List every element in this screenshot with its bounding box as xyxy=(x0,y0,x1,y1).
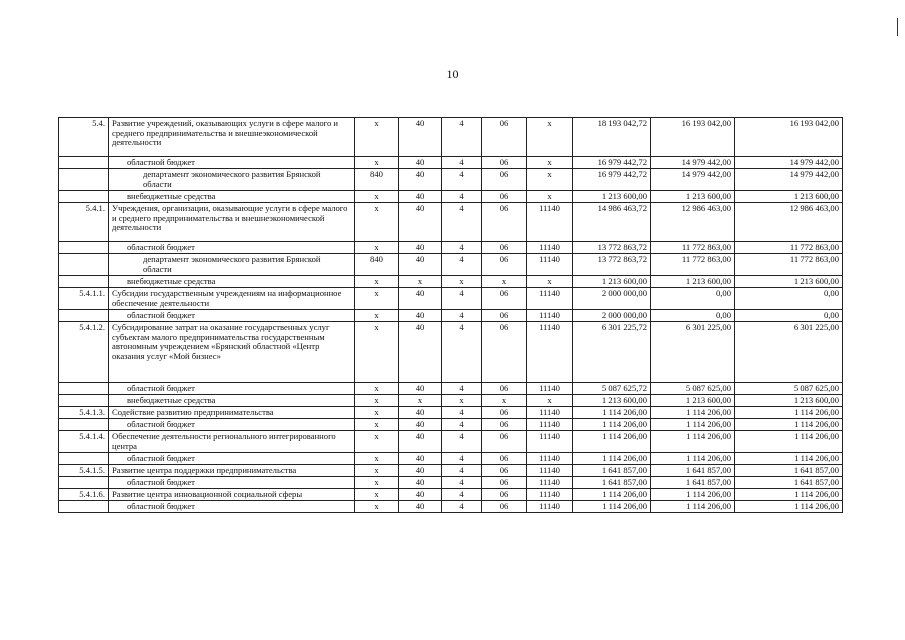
row-col-1: x xyxy=(355,288,399,310)
row-value-1: 14 986 463,72 xyxy=(573,203,651,242)
table-body xyxy=(59,118,843,513)
table-row xyxy=(59,419,843,431)
table-row xyxy=(59,465,843,477)
table-row xyxy=(59,383,843,395)
row-value-1: 1 114 206,00 xyxy=(573,407,651,419)
row-value-2: 14 979 442,00 xyxy=(651,157,735,169)
row-code: 5.4.1. xyxy=(59,203,109,242)
row-col-1: x xyxy=(355,242,399,254)
row-col-3: 4 xyxy=(442,118,482,157)
row-value-1: 1 114 206,00 xyxy=(573,501,651,513)
row-col-1: x xyxy=(355,431,399,453)
row-col-2: x xyxy=(399,276,442,288)
row-col-3: 4 xyxy=(442,191,482,203)
row-col-1: x xyxy=(355,191,399,203)
row-value-3: 6 301 225,00 xyxy=(735,322,843,383)
table-row xyxy=(59,169,843,191)
row-value-1: 1 114 206,00 xyxy=(573,489,651,501)
row-code xyxy=(59,383,109,395)
row-value-1: 13 772 863,72 xyxy=(573,254,651,276)
row-col-4: 06 xyxy=(482,407,527,419)
row-col-4: 06 xyxy=(482,477,527,489)
row-value-1: 2 000 000,00 xyxy=(573,310,651,322)
row-col-3: 4 xyxy=(442,242,482,254)
row-code xyxy=(59,501,109,513)
row-value-1: 1 641 857,00 xyxy=(573,477,651,489)
row-value-1: 1 213 600,00 xyxy=(573,191,651,203)
row-name: Содействие развитию предпринимательства xyxy=(109,407,355,419)
row-col-1: x xyxy=(355,477,399,489)
row-col-3: 4 xyxy=(442,383,482,395)
row-code: 5.4.1.1. xyxy=(59,288,109,310)
table-row xyxy=(59,276,843,288)
row-value-3: 11 772 863,00 xyxy=(735,242,843,254)
row-col-3: 4 xyxy=(442,157,482,169)
budget-table xyxy=(58,117,843,513)
table-row xyxy=(59,477,843,489)
row-value-1: 2 000 000,00 xyxy=(573,288,651,310)
row-value-1: 1 213 600,00 xyxy=(573,276,651,288)
row-col-1: x xyxy=(355,276,399,288)
row-col-1: x xyxy=(355,118,399,157)
row-col-4: 06 xyxy=(482,169,527,191)
row-name: областной бюджет xyxy=(109,501,355,513)
row-col-1: x xyxy=(355,453,399,465)
row-col-2: 40 xyxy=(399,477,442,489)
row-col-3: 4 xyxy=(442,310,482,322)
row-col-1: x xyxy=(355,419,399,431)
row-name: внебюджетные средства xyxy=(109,276,355,288)
row-col-3: 4 xyxy=(442,465,482,477)
row-value-2: 5 087 625,00 xyxy=(651,383,735,395)
row-col-1: x xyxy=(355,322,399,383)
row-name: внебюджетные средства xyxy=(109,191,355,203)
row-col-5: 11140 xyxy=(527,242,573,254)
row-value-3: 1 641 857,00 xyxy=(735,477,843,489)
row-value-2: 1 114 206,00 xyxy=(651,489,735,501)
row-code: 5.4.1.6. xyxy=(59,489,109,501)
row-value-3: 1 114 206,00 xyxy=(735,419,843,431)
row-value-1: 13 772 863,72 xyxy=(573,242,651,254)
row-value-3: 1 114 206,00 xyxy=(735,501,843,513)
row-code xyxy=(59,169,109,191)
row-value-1: 1 114 206,00 xyxy=(573,419,651,431)
row-code xyxy=(59,254,109,276)
row-value-2: 1 213 600,00 xyxy=(651,191,735,203)
row-col-1: x xyxy=(355,465,399,477)
row-col-4: 06 xyxy=(482,453,527,465)
row-name: Учреждения, организации, оказывающие услуги в сфере малого и среднего предпринимательства и внешнеэкономической деятельности xyxy=(109,203,355,242)
row-value-3: 5 087 625,00 xyxy=(735,383,843,395)
page-number: 10 xyxy=(446,67,459,81)
row-col-5: 11140 xyxy=(527,310,573,322)
row-name: областной бюджет xyxy=(109,383,355,395)
row-col-1: x xyxy=(355,157,399,169)
row-value-1: 5 087 625,72 xyxy=(573,383,651,395)
row-col-2: 40 xyxy=(399,242,442,254)
row-col-5: 11140 xyxy=(527,407,573,419)
row-code: 5.4.1.2. xyxy=(59,322,109,383)
row-col-4: 06 xyxy=(482,157,527,169)
row-code xyxy=(59,276,109,288)
row-name: Развитие центра поддержки предпринимательства xyxy=(109,465,355,477)
row-col-1: x xyxy=(355,501,399,513)
row-col-2: x xyxy=(399,395,442,407)
row-value-2: 1 114 206,00 xyxy=(651,453,735,465)
row-col-2: 40 xyxy=(399,407,442,419)
row-col-2: 40 xyxy=(399,322,442,383)
row-col-4: 06 xyxy=(482,383,527,395)
row-value-2: 11 772 863,00 xyxy=(651,254,735,276)
row-value-1: 1 114 206,00 xyxy=(573,453,651,465)
row-code xyxy=(59,477,109,489)
row-col-4: 06 xyxy=(482,465,527,477)
row-col-5: 11140 xyxy=(527,254,573,276)
table-row xyxy=(59,254,843,276)
row-value-2: 1 114 206,00 xyxy=(651,407,735,419)
row-col-5: 11140 xyxy=(527,465,573,477)
row-value-2: 0,00 xyxy=(651,310,735,322)
row-col-1: x xyxy=(355,203,399,242)
row-value-2: 14 979 442,00 xyxy=(651,169,735,191)
row-col-1: 840 xyxy=(355,254,399,276)
row-code xyxy=(59,157,109,169)
row-value-2: 0,00 xyxy=(651,288,735,310)
row-value-1: 1 114 206,00 xyxy=(573,431,651,453)
row-col-3: 4 xyxy=(442,254,482,276)
row-col-2: 40 xyxy=(399,288,442,310)
row-value-3: 16 193 042,00 xyxy=(735,118,843,157)
row-col-3: 4 xyxy=(442,419,482,431)
row-col-5: x xyxy=(527,118,573,157)
row-value-2: 1 213 600,00 xyxy=(651,395,735,407)
row-col-3: 4 xyxy=(442,453,482,465)
row-col-5: x xyxy=(527,169,573,191)
row-value-2: 1 114 206,00 xyxy=(651,419,735,431)
row-col-2: 40 xyxy=(399,419,442,431)
table-row xyxy=(59,501,843,513)
row-col-4: 06 xyxy=(482,489,527,501)
row-value-3: 14 979 442,00 xyxy=(735,169,843,191)
row-value-3: 0,00 xyxy=(735,288,843,310)
row-value-3: 12 986 463,00 xyxy=(735,203,843,242)
row-value-3: 1 213 600,00 xyxy=(735,276,843,288)
row-value-2: 1 641 857,00 xyxy=(651,477,735,489)
row-col-3: 4 xyxy=(442,501,482,513)
row-col-1: x xyxy=(355,310,399,322)
table-row xyxy=(59,118,843,157)
row-col-4: 06 xyxy=(482,322,527,383)
row-value-1: 1 641 857,00 xyxy=(573,465,651,477)
row-col-4: x xyxy=(482,276,527,288)
row-col-3: 4 xyxy=(442,477,482,489)
row-name: областной бюджет xyxy=(109,453,355,465)
row-value-3: 1 213 600,00 xyxy=(735,191,843,203)
row-code xyxy=(59,310,109,322)
row-col-3: 4 xyxy=(442,322,482,383)
row-name: областной бюджет xyxy=(109,477,355,489)
table-row xyxy=(59,288,843,310)
row-col-4: x xyxy=(482,395,527,407)
row-col-1: x xyxy=(355,489,399,501)
row-col-5: x xyxy=(527,395,573,407)
row-value-1: 18 193 042,72 xyxy=(573,118,651,157)
table-row xyxy=(59,310,843,322)
table-row xyxy=(59,322,843,383)
row-value-3: 0,00 xyxy=(735,310,843,322)
row-col-3: 4 xyxy=(442,407,482,419)
table-row xyxy=(59,453,843,465)
row-code xyxy=(59,242,109,254)
row-col-5: 11140 xyxy=(527,322,573,383)
row-code xyxy=(59,191,109,203)
table-row xyxy=(59,489,843,501)
row-col-3: 4 xyxy=(442,169,482,191)
row-col-4: 06 xyxy=(482,419,527,431)
row-col-4: 06 xyxy=(482,431,527,453)
row-name: Развитие учреждений, оказывающих услуги в сфере малого и среднего предпринимательства и внешнеэкономической деятельности xyxy=(109,118,355,157)
row-name: Развитие центра инновационной социальной сферы xyxy=(109,489,355,501)
row-value-1: 6 301 225,72 xyxy=(573,322,651,383)
row-col-4: 06 xyxy=(482,118,527,157)
row-code: 5.4. xyxy=(59,118,109,157)
row-col-2: 40 xyxy=(399,501,442,513)
row-name: департамент экономического развития Брянской области xyxy=(109,254,355,276)
row-value-3: 1 114 206,00 xyxy=(735,431,843,453)
row-col-2: 40 xyxy=(399,203,442,242)
table-row xyxy=(59,242,843,254)
row-code: 5.4.1.4. xyxy=(59,431,109,453)
row-value-1: 1 213 600,00 xyxy=(573,395,651,407)
row-value-2: 6 301 225,00 xyxy=(651,322,735,383)
row-col-2: 40 xyxy=(399,157,442,169)
row-name: областной бюджет xyxy=(109,157,355,169)
row-col-5: 11140 xyxy=(527,453,573,465)
row-col-4: 06 xyxy=(482,254,527,276)
row-value-2: 1 114 206,00 xyxy=(651,501,735,513)
table-row xyxy=(59,191,843,203)
row-code xyxy=(59,419,109,431)
row-name: областной бюджет xyxy=(109,419,355,431)
table-row xyxy=(59,157,843,169)
row-value-2: 1 641 857,00 xyxy=(651,465,735,477)
table-row xyxy=(59,431,843,453)
row-col-2: 40 xyxy=(399,489,442,501)
row-col-2: 40 xyxy=(399,453,442,465)
row-col-1: x xyxy=(355,395,399,407)
row-code xyxy=(59,395,109,407)
row-col-4: 06 xyxy=(482,242,527,254)
row-value-1: 16 979 442,72 xyxy=(573,157,651,169)
row-col-5: x xyxy=(527,276,573,288)
page-edge-mark xyxy=(897,18,898,36)
row-value-2: 11 772 863,00 xyxy=(651,242,735,254)
row-col-2: 40 xyxy=(399,191,442,203)
row-value-3: 1 114 206,00 xyxy=(735,489,843,501)
row-value-3: 1 213 600,00 xyxy=(735,395,843,407)
row-name: Обеспечение деятельности регионального интегрированного центра xyxy=(109,431,355,453)
row-col-2: 40 xyxy=(399,169,442,191)
row-code: 5.4.1.5. xyxy=(59,465,109,477)
row-name: Субсидирование затрат на оказание государственных услуг субъектам малого предпринимательства государственным автономным учреждением «Брянский областной «Центр оказания услуг «Мой бизнес» xyxy=(109,322,355,383)
row-col-5: x xyxy=(527,157,573,169)
row-value-3: 1 114 206,00 xyxy=(735,407,843,419)
row-col-3: 4 xyxy=(442,288,482,310)
row-col-2: 40 xyxy=(399,118,442,157)
row-col-1: x xyxy=(355,407,399,419)
row-col-4: 06 xyxy=(482,203,527,242)
row-col-2: 40 xyxy=(399,254,442,276)
row-value-2: 1 213 600,00 xyxy=(651,276,735,288)
row-col-5: x xyxy=(527,191,573,203)
row-col-5: 11140 xyxy=(527,383,573,395)
row-col-5: 11140 xyxy=(527,489,573,501)
row-col-4: 06 xyxy=(482,501,527,513)
row-col-2: 40 xyxy=(399,310,442,322)
table-row xyxy=(59,203,843,242)
row-value-1: 16 979 442,72 xyxy=(573,169,651,191)
row-name: Субсидии государственным учреждениям на информационное обеспечение деятельности xyxy=(109,288,355,310)
row-value-2: 12 986 463,00 xyxy=(651,203,735,242)
row-col-3: x xyxy=(442,395,482,407)
row-name: областной бюджет xyxy=(109,310,355,322)
row-col-5: 11140 xyxy=(527,203,573,242)
row-col-5: 11140 xyxy=(527,419,573,431)
row-col-4: 06 xyxy=(482,288,527,310)
row-col-2: 40 xyxy=(399,383,442,395)
row-col-5: 11140 xyxy=(527,431,573,453)
row-col-1: 840 xyxy=(355,169,399,191)
row-value-3: 11 772 863,00 xyxy=(735,254,843,276)
row-value-3: 14 979 442,00 xyxy=(735,157,843,169)
row-name: департамент экономического развития Брянской области xyxy=(109,169,355,191)
row-col-3: x xyxy=(442,276,482,288)
row-value-3: 1 641 857,00 xyxy=(735,465,843,477)
row-col-4: 06 xyxy=(482,310,527,322)
row-col-3: 4 xyxy=(442,431,482,453)
row-col-3: 4 xyxy=(442,489,482,501)
row-col-5: 11140 xyxy=(527,288,573,310)
row-value-3: 1 114 206,00 xyxy=(735,453,843,465)
row-col-5: 11140 xyxy=(527,477,573,489)
row-name: областной бюджет xyxy=(109,242,355,254)
row-value-2: 16 193 042,00 xyxy=(651,118,735,157)
row-col-1: x xyxy=(355,383,399,395)
row-col-3: 4 xyxy=(442,203,482,242)
row-code: 5.4.1.3. xyxy=(59,407,109,419)
row-col-2: 40 xyxy=(399,431,442,453)
row-col-4: 06 xyxy=(482,191,527,203)
row-name: внебюджетные средства xyxy=(109,395,355,407)
row-col-5: 11140 xyxy=(527,501,573,513)
row-col-2: 40 xyxy=(399,465,442,477)
table-row xyxy=(59,407,843,419)
row-code xyxy=(59,453,109,465)
row-value-2: 1 114 206,00 xyxy=(651,431,735,453)
table-row xyxy=(59,395,843,407)
